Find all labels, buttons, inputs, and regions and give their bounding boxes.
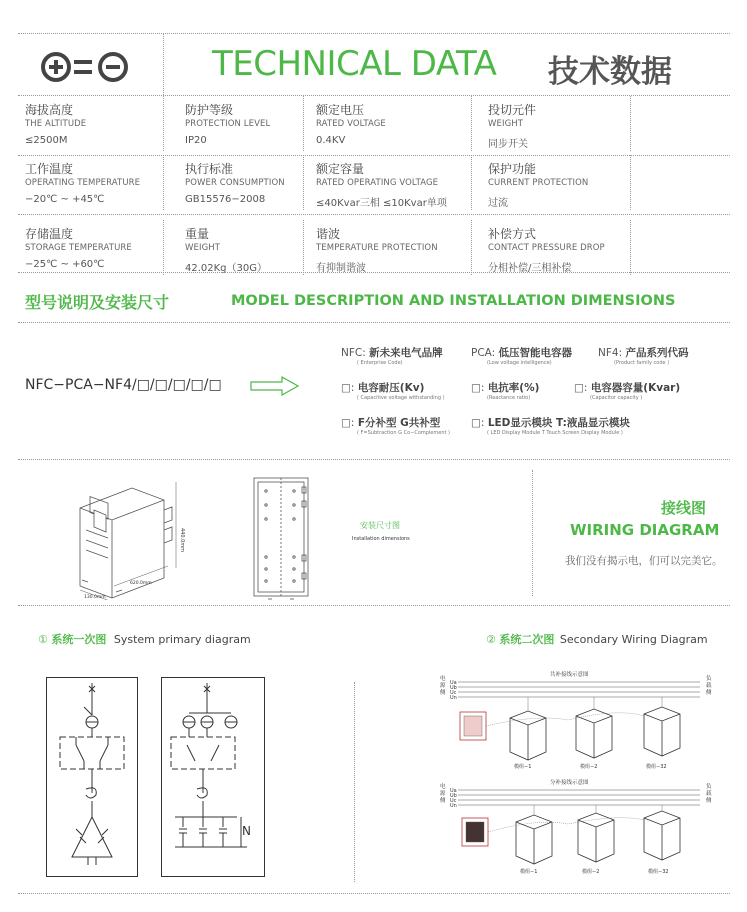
- unit-label: 模组−32: [646, 764, 667, 770]
- spec-label-cn: 保护功能: [488, 162, 537, 176]
- spec-row-divider: [18, 95, 730, 96]
- spec-label-cn: 投切元件: [488, 103, 537, 117]
- spec-label-cn: 执行标准: [185, 162, 234, 176]
- install-label-en: Installation dimensions: [352, 536, 410, 542]
- arrow-icon: [250, 375, 300, 401]
- spec-row-divider: [18, 155, 730, 156]
- spec-label-cn: 谐波: [316, 227, 341, 241]
- secondary-header: [486, 631, 708, 647]
- bus-label: Uc: [450, 690, 457, 696]
- model-item-prefix: NFC:: [341, 347, 366, 359]
- bus-label: Ub: [450, 793, 457, 799]
- model-item-sub: ( F=Subtraction G Co−Complement ): [357, 430, 450, 436]
- spec-label-en: CONTACT PRESSURE DROP: [488, 243, 605, 253]
- spec-value: 同步开关: [488, 139, 528, 150]
- spec-col-divider: [303, 96, 304, 151]
- page-title: TECHNICAL DATA: [212, 44, 497, 84]
- unit-label: 模组−1: [514, 764, 532, 770]
- unit-label: 模组−32: [648, 869, 669, 875]
- primary-title-cn: 系统一次图: [51, 633, 107, 646]
- controller-bottom: [462, 818, 488, 846]
- primary-diagram-left: [46, 677, 138, 881]
- model-item: [471, 345, 572, 360]
- dim-height: 440.0mm: [179, 528, 185, 553]
- spec-label-en: OPERATING TEMPERATURE: [25, 178, 141, 188]
- model-item: [574, 380, 680, 395]
- spec-label-en: TEMPERATURE PROTECTION: [316, 243, 438, 253]
- model-item-prefix: □:: [471, 417, 485, 429]
- model-item-name: LED显示模块 T:液晶显示模块: [487, 417, 630, 429]
- spec-col-divider: [303, 220, 304, 275]
- bus-label: Un: [450, 803, 457, 809]
- model-item-prefix: NF4:: [598, 347, 623, 359]
- spec-cell: [488, 160, 588, 209]
- spec-cell: [185, 225, 267, 274]
- secondary-number: ②: [486, 633, 496, 646]
- unit-label: 模组−1: [520, 869, 538, 875]
- spec-col-divider: [303, 155, 304, 210]
- load-side-char: 侧: [706, 690, 712, 696]
- spec-label-en: CURRENT PROTECTION: [488, 178, 589, 188]
- load-side-char: 负: [706, 676, 712, 682]
- model-item-name: 电抗率(%): [487, 382, 540, 394]
- model-title-cn: 型号说明及安装尺寸: [25, 293, 170, 312]
- spec-cell: [185, 101, 270, 146]
- bus-label: Uc: [450, 798, 457, 804]
- spec-label-en: PROTECTION LEVEL: [185, 119, 271, 129]
- spec-col-divider: [471, 155, 472, 210]
- unit-label: 模组−2: [582, 869, 600, 875]
- spec-value: ≤2500M: [25, 135, 68, 146]
- spec-cell: [25, 160, 140, 205]
- load-side-char: 负: [706, 784, 712, 790]
- model-item: [341, 415, 440, 430]
- spec-value: −25℃ ~ +60℃: [25, 259, 105, 270]
- spec-cell: [316, 160, 447, 209]
- bus-label: Un: [450, 695, 457, 701]
- model-item-sub: (Capacitor capacity ): [590, 395, 643, 401]
- model-item-sub: (Product family code ): [614, 360, 670, 366]
- model-item-prefix: □:: [574, 382, 588, 394]
- spec-value: −20℃ ~ +45℃: [25, 194, 105, 205]
- primary-header: [38, 631, 251, 647]
- model-item-sub: (Reactance ratio): [487, 395, 531, 401]
- model-item-name: 电容器容量(Kvar): [590, 382, 681, 394]
- bus-label: Ua: [450, 680, 457, 686]
- primary-number: ①: [38, 633, 48, 646]
- spec-cell: [25, 225, 132, 270]
- spec-label-cn: 额定电压: [316, 103, 365, 117]
- header-divider: [163, 33, 164, 95]
- spec-label-cn: 补偿方式: [488, 227, 537, 241]
- wiring-title-en: WIRING DIAGRAM: [570, 521, 720, 539]
- spec-cell: [316, 225, 438, 274]
- model-item-sub: ( LED Display Module T Touch Screen Display Module ): [487, 430, 623, 436]
- model-item: [341, 380, 424, 395]
- spec-value: 0.4KV: [316, 135, 346, 146]
- neutral-label: N: [242, 824, 251, 838]
- top-divider: [18, 33, 730, 34]
- spec-label-en: RATED OPERATING VOLTAGE: [316, 178, 439, 188]
- source-side-char: 侧: [440, 798, 446, 804]
- model-item-prefix: □:: [471, 382, 485, 394]
- spec-value: ≤40Kvar三相 ≤10Kvar单项: [316, 198, 447, 209]
- source-side-char: 电: [440, 676, 446, 682]
- model-item-name: 新未来电气品牌: [369, 347, 443, 359]
- spec-col-divider: [630, 155, 631, 210]
- spec-label-cn: 重量: [185, 227, 210, 241]
- controller-top: [460, 712, 486, 740]
- spec-value: 有抑制谐波: [316, 263, 366, 274]
- model-item-name: 产品系列代码: [625, 347, 689, 359]
- model-item: [471, 415, 630, 430]
- spec-row-divider: [18, 272, 730, 273]
- model-item: [598, 345, 688, 360]
- model-title-en: MODEL DESCRIPTION AND INSTALLATION DIMENSIONS: [231, 293, 676, 309]
- spec-cell: [25, 101, 86, 146]
- wiring-note: 我们没有揭示电，们可以完美它。: [565, 555, 723, 567]
- panel-drawing: [248, 475, 316, 609]
- spec-value: IP20: [185, 135, 207, 146]
- spec-value: 42.02Kg（30G）: [185, 263, 268, 274]
- spec-col-divider: [471, 96, 472, 151]
- model-code: NFC−PCA−NF4/□/□/□/□/□: [25, 377, 222, 393]
- spec-label-cn: 存储温度: [25, 227, 74, 241]
- spec-col-divider: [630, 96, 631, 151]
- install-divider: [18, 459, 730, 460]
- unit-label: 模组−2: [580, 764, 598, 770]
- spec-label-en: WEIGHT: [488, 119, 524, 129]
- model-divider: [18, 322, 730, 323]
- load-side-char: 载: [706, 683, 712, 689]
- top-diagram-title: 共补接线示意图: [550, 672, 589, 678]
- spec-label-en: THE ALTITUDE: [25, 119, 87, 129]
- spec-label-en: RATED VOLTAGE: [316, 119, 386, 129]
- dim-width: 620.0mm: [130, 581, 152, 586]
- diagram-vdivider: [354, 682, 355, 882]
- model-item-name: 电容耐压(Kv): [357, 382, 425, 394]
- device-drawing: [72, 470, 202, 604]
- spec-value: 过流: [488, 198, 508, 209]
- spec-value: 分相补偿/三相补偿: [488, 263, 572, 274]
- model-item-sub: ( Enterprise Code): [357, 360, 403, 366]
- spec-label-cn: 海拔高度: [25, 103, 74, 117]
- model-item-name: F分补型 G共补型: [357, 417, 441, 429]
- spec-label-cn: 防护等级: [185, 103, 234, 117]
- spec-cell: [185, 160, 285, 205]
- load-side-char: 载: [706, 791, 712, 797]
- spec-value: GB15576−2008: [185, 194, 266, 205]
- spec-cell: [488, 225, 605, 274]
- model-item-sub: ( Capacitive voltage withstanding ): [357, 395, 445, 401]
- bus-label: Ua: [450, 788, 457, 794]
- spec-col-divider: [163, 220, 164, 275]
- install-label-cn: 安装尺寸图: [360, 521, 400, 530]
- secondary-title-en: Secondary Wiring Diagram: [559, 633, 708, 646]
- spec-col-divider: [630, 220, 631, 275]
- page-title-cn: 技术数据: [548, 54, 672, 90]
- source-side-char: 电: [440, 784, 446, 790]
- model-item-prefix: □:: [341, 417, 355, 429]
- source-side-char: 源: [440, 791, 446, 797]
- model-item: [341, 345, 443, 360]
- spec-col-divider: [471, 220, 472, 275]
- load-side-char: 侧: [706, 798, 712, 804]
- primary-title-en: System primary diagram: [113, 633, 251, 646]
- spec-cell: [488, 101, 536, 150]
- bottom-diagram-title: 分补接线示意图: [550, 780, 589, 786]
- model-item-name: 低压智能电容器: [498, 347, 573, 359]
- model-item-prefix: PCA:: [471, 347, 496, 359]
- spec-cell: [316, 101, 386, 146]
- spec-label-cn: 额定容量: [316, 162, 365, 176]
- diagram-divider: [18, 605, 730, 606]
- secondary-title-cn: 系统二次图: [499, 633, 555, 646]
- secondary-diagram: [438, 668, 730, 884]
- dim-depth: 130.0mm: [84, 595, 106, 600]
- spec-label-en: POWER CONSUMPTION: [185, 178, 285, 188]
- spec-col-divider: [163, 155, 164, 210]
- spec-row-divider: [18, 214, 730, 215]
- wiring-divider: [532, 470, 533, 596]
- primary-diagram-right: [161, 677, 265, 881]
- spec-label-cn: 工作温度: [25, 162, 74, 176]
- spec-label-en: WEIGHT: [185, 243, 221, 253]
- model-item-sub: (Low voltage intelligence): [487, 360, 552, 366]
- model-item: [471, 380, 539, 395]
- model-item-prefix: □:: [341, 382, 355, 394]
- wiring-title-cn: 接线图: [661, 499, 707, 517]
- brand-logo: [40, 50, 132, 88]
- spec-col-divider: [163, 96, 164, 151]
- bottom-divider: [18, 893, 730, 894]
- source-side-char: 源: [440, 683, 446, 689]
- source-side-char: 侧: [440, 690, 446, 696]
- spec-label-en: STORAGE TEMPERATURE: [25, 243, 132, 253]
- bus-label: Ub: [450, 685, 457, 691]
